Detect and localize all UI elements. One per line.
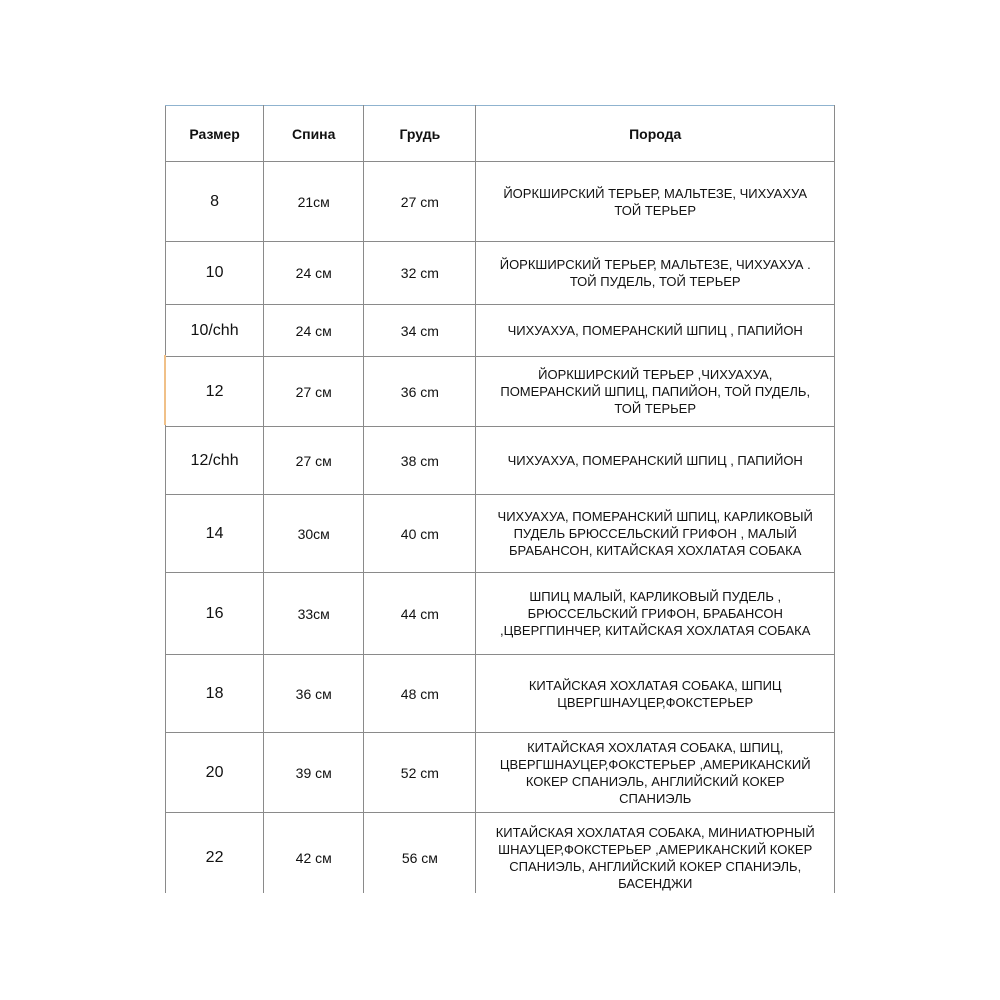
cell-breed: ЧИХУАХУА, ПОМЕРАНСКИЙ ШПИЦ , ПАПИЙОН xyxy=(476,305,835,357)
cell-breed: КИТАЙСКАЯ ХОХЛАТАЯ СОБАКА, ШПИЦ ЦВЕРГШНАУЦЕР,ФОКСТЕРЬЕР xyxy=(476,655,835,733)
left-edge-accent xyxy=(164,355,166,425)
table-row xyxy=(166,242,835,305)
cell-back: 42 см xyxy=(264,813,364,896)
table-row xyxy=(166,495,835,573)
cell-breed: КИТАЙСКАЯ ХОХЛАТАЯ СОБАКА, ШПИЦ, ЦВЕРГШНАУЦЕР,ФОКСТЕРЬЕР ,АМЕРИКАНСКИЙ КОКЕР СПАНИЭЛЬ, АНГЛИЙСКИЙ КОКЕР СПАНИЭЛЬ xyxy=(476,733,835,813)
table-row xyxy=(166,305,835,357)
cell-breed: ЧИХУАХУА, ПОМЕРАНСКИЙ ШПИЦ , ПАПИЙОН xyxy=(476,427,835,495)
cell-chest: 34 cm xyxy=(364,305,476,357)
cell-breed: ШПИЦ МАЛЫЙ, КАРЛИКОВЫЙ ПУДЕЛЬ , БРЮССЕЛЬСКИЙ ГРИФОН, БРАБАНСОН ,ЦВЕРГПИНЧЕР, КИТАЙСКАЯ ХОХЛАТАЯ СОБАКА xyxy=(476,573,835,655)
cell-size: 8 xyxy=(166,162,264,242)
cell-chest: 52 cm xyxy=(364,733,476,813)
header-size: Размер xyxy=(166,106,264,162)
table-row xyxy=(166,655,835,733)
cell-breed: ЧИХУАХУА, ПОМЕРАНСКИЙ ШПИЦ, КАРЛИКОВЫЙ ПУДЕЛЬ БРЮССЕЛЬСКИЙ ГРИФОН , МАЛЫЙ БРАБАНСОН, КИТАЙСКАЯ ХОХЛАТАЯ СОБАКА xyxy=(476,495,835,573)
cell-size: 20 xyxy=(166,733,264,813)
cell-chest: 56 см xyxy=(364,813,476,896)
cell-size: 16 xyxy=(166,573,264,655)
cell-size: 14 xyxy=(166,495,264,573)
header-chest: Грудь xyxy=(364,106,476,162)
table-row xyxy=(166,427,835,495)
cell-back: 30см xyxy=(264,495,364,573)
header-breed: Порода xyxy=(476,106,835,162)
cell-size: 22 xyxy=(166,813,264,896)
cell-back: 36 см xyxy=(264,655,364,733)
cell-back: 27 см xyxy=(264,357,364,427)
cell-back: 21см xyxy=(264,162,364,242)
cell-breed: ЙОРКШИРСКИЙ ТЕРЬЕР ,ЧИХУАХУА, ПОМЕРАНСКИЙ ШПИЦ, ПАПИЙОН, ТОЙ ПУДЕЛЬ, ТОЙ ТЕРЬЕР xyxy=(476,357,835,427)
cell-back: 27 см xyxy=(264,427,364,495)
table-row xyxy=(166,573,835,655)
cell-size: 12 xyxy=(166,357,264,427)
cell-breed: КИТАЙСКАЯ ХОХЛАТАЯ СОБАКА, МИНИАТЮРНЫЙ ШНАУЦЕР,ФОКСТЕРЬЕР ,АМЕРИКАНСКИЙ КОКЕР СПАНИЭЛЬ, АНГЛИЙСКИЙ КОКЕР СПАНИЭЛЬ, БАСЕНДЖИ xyxy=(476,813,835,896)
cell-breed: ЙОРКШИРСКИЙ ТЕРЬЕР, МАЛЬТЕЗЕ, ЧИХУАХУА . ТОЙ ПУДЕЛЬ, ТОЙ ТЕРЬЕР xyxy=(476,242,835,305)
cell-chest: 27 cm xyxy=(364,162,476,242)
cell-size: 12/chh xyxy=(166,427,264,495)
cell-back: 39 см xyxy=(264,733,364,813)
bottom-cut-mask xyxy=(165,893,837,913)
cell-chest: 48 cm xyxy=(364,655,476,733)
cell-size: 18 xyxy=(166,655,264,733)
table-row xyxy=(166,813,835,896)
cell-chest: 44 cm xyxy=(364,573,476,655)
cell-size: 10 xyxy=(166,242,264,305)
cell-chest: 40 cm xyxy=(364,495,476,573)
cell-chest: 32 cm xyxy=(364,242,476,305)
table-row xyxy=(166,733,835,813)
size-chart-table xyxy=(165,105,835,895)
table-header-row xyxy=(166,106,835,162)
cell-chest: 38 cm xyxy=(364,427,476,495)
cell-size: 10/chh xyxy=(166,305,264,357)
table-row xyxy=(166,162,835,242)
cell-breed: ЙОРКШИРСКИЙ ТЕРЬЕР, МАЛЬТЕЗЕ, ЧИХУАХУА ТОЙ ТЕРЬЕР xyxy=(476,162,835,242)
cell-back: 24 см xyxy=(264,242,364,305)
table-row xyxy=(166,357,835,427)
header-back: Спина xyxy=(264,106,364,162)
table-body xyxy=(166,162,835,896)
cell-back: 24 см xyxy=(264,305,364,357)
size-chart-table-container xyxy=(165,105,835,895)
cell-back: 33см xyxy=(264,573,364,655)
cell-chest: 36 cm xyxy=(364,357,476,427)
